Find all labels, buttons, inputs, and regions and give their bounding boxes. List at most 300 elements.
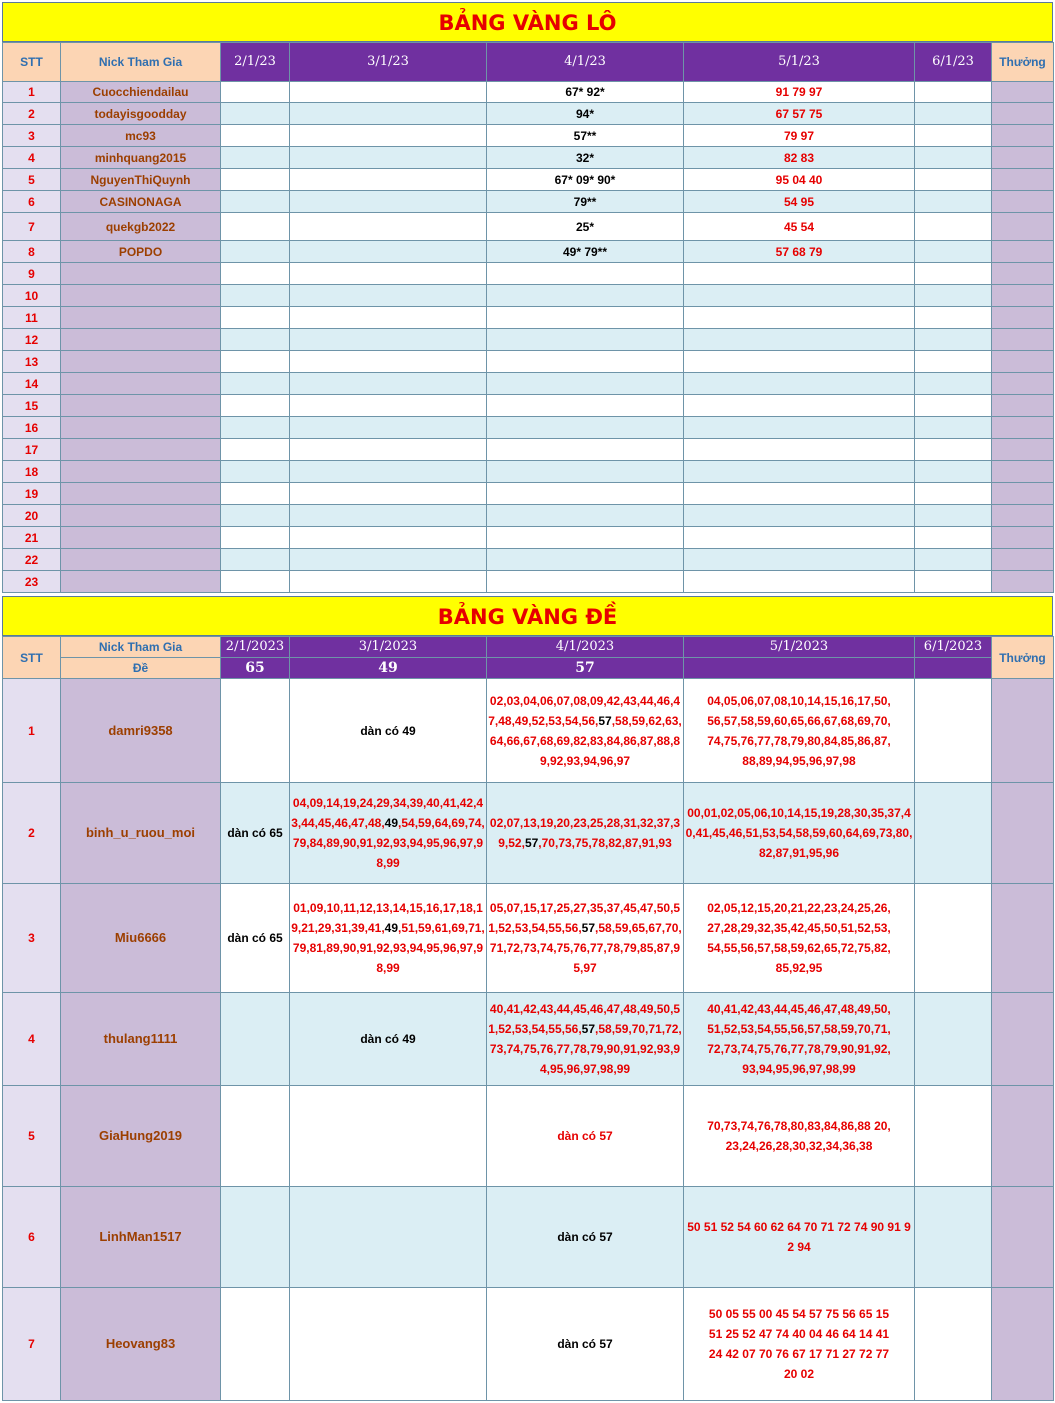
lo-table-row	[3, 103, 1054, 125]
lo-row-nick	[61, 351, 221, 373]
lo-row-thuong	[992, 82, 1054, 103]
lo-row-date-1	[221, 169, 290, 191]
de-row-date-3: dàn có 57	[487, 1187, 684, 1288]
de-table-row	[3, 1187, 1054, 1288]
lo-row-thuong	[992, 103, 1054, 125]
lo-row-stt: 7	[3, 213, 61, 241]
de-row-date-3-numbers-a: 02,03,04,06,07,08,09,42,43,44,46,47,48,49,52,53,54,56,	[488, 693, 681, 728]
lo-table-row	[3, 147, 1054, 169]
lo-row-date-1	[221, 329, 290, 351]
de-row-date-3-key-number: 57	[598, 713, 612, 728]
lo-header-stt: STT	[3, 43, 61, 82]
lo-row-nick: todayisgoodday	[61, 103, 221, 125]
lo-row-stt: 19	[3, 483, 61, 505]
lo-row-stt: 11	[3, 307, 61, 329]
lo-row-date-2	[290, 461, 487, 483]
lo-row-thuong	[992, 505, 1054, 527]
lo-row-date-3	[487, 373, 684, 395]
de-header-date-2: 3/1/2023	[290, 637, 487, 658]
lo-row-date-3	[487, 307, 684, 329]
lo-table-row	[3, 285, 1054, 307]
lo-row-date-2	[290, 417, 487, 439]
lo-row-nick	[61, 329, 221, 351]
lo-row-nick	[61, 571, 221, 593]
de-row-stt: 3	[3, 884, 61, 993]
lo-row-date-2	[290, 191, 487, 213]
lo-row-date-4	[684, 571, 915, 593]
de-row-date-3	[487, 679, 684, 783]
de-table	[2, 636, 1054, 1401]
lo-row-date-5	[915, 285, 992, 307]
lo-row-thuong	[992, 483, 1054, 505]
lo-header-row	[3, 43, 1054, 82]
lo-row-date-5	[915, 329, 992, 351]
lo-row-date-2	[290, 169, 487, 191]
de-row-thuong	[992, 1187, 1054, 1288]
de-row-date-4: 50 51 52 54 60 62 64 70 71 72 74 90 91 92 94	[684, 1187, 915, 1288]
lo-row-thuong	[992, 461, 1054, 483]
de-table-row	[3, 993, 1054, 1086]
lo-row-date-1	[221, 373, 290, 395]
lo-table-row	[3, 527, 1054, 549]
lo-row-date-2	[290, 241, 487, 263]
lo-row-thuong	[992, 213, 1054, 241]
lo-row-date-5	[915, 263, 992, 285]
lo-row-date-1	[221, 307, 290, 329]
lo-row-date-1	[221, 241, 290, 263]
de-row-date-3-numbers-a: 05,07,15,17,25,27,35,37,45,47,50,51,52,53,54,55,56,	[488, 901, 681, 935]
lo-row-date-2	[290, 439, 487, 461]
lo-row-date-4: 82 83	[684, 147, 915, 169]
lo-table-row	[3, 549, 1054, 571]
lo-table-row	[3, 571, 1054, 593]
lo-table-row	[3, 329, 1054, 351]
lo-row-stt: 20	[3, 505, 61, 527]
lo-header-date-1: 2/1/23	[221, 43, 290, 82]
lo-row-date-3	[487, 505, 684, 527]
lo-row-date-5	[915, 191, 992, 213]
lo-header-thuong: Thưởng	[992, 43, 1054, 82]
lo-row-thuong	[992, 307, 1054, 329]
lo-row-date-4	[684, 417, 915, 439]
lo-row-date-5	[915, 213, 992, 241]
lo-row-date-5	[915, 373, 992, 395]
lo-row-nick: quekgb2022	[61, 213, 221, 241]
de-row-date-2	[290, 884, 487, 993]
lo-row-date-5	[915, 439, 992, 461]
de-row-nick: Miu6666	[61, 884, 221, 993]
lo-header-nick: Nick Tham Gia	[61, 43, 221, 82]
lo-row-stt: 17	[3, 439, 61, 461]
lo-row-date-2	[290, 307, 487, 329]
lo-row-date-4	[684, 351, 915, 373]
lo-row-date-1	[221, 147, 290, 169]
de-row-date-5	[915, 884, 992, 993]
lo-table-row	[3, 263, 1054, 285]
de-row-date-2	[290, 1187, 487, 1288]
de-row-stt: 7	[3, 1288, 61, 1401]
de-row-date-2-key-number: 49	[384, 921, 399, 935]
lo-table-row	[3, 395, 1054, 417]
de-row-date-1	[221, 993, 290, 1086]
lo-row-date-3: 57**	[487, 125, 684, 147]
de-row-date-3	[487, 783, 684, 884]
lo-row-date-2	[290, 147, 487, 169]
lo-row-date-2	[290, 213, 487, 241]
de-header-date-3: 4/1/2023	[487, 637, 684, 658]
de-row-date-3-numbers-a: 02,07,13,19,20,23,25,28,31,32,37,39,52,	[489, 816, 681, 850]
lo-row-date-1	[221, 191, 290, 213]
lo-row-date-3: 49* 79**	[487, 241, 684, 263]
lo-row-date-2	[290, 505, 487, 527]
lo-row-date-2	[290, 125, 487, 147]
lo-row-date-3	[487, 417, 684, 439]
lo-row-date-1	[221, 125, 290, 147]
lo-row-nick	[61, 263, 221, 285]
lo-row-date-5	[915, 241, 992, 263]
de-row-date-4: 02,05,12,15,20,21,22,23,24,25,26,27,28,29,32,35,42,45,50,51,52,53,54,55,56,57,58,59,62,65,72,75,82,85,92,95	[684, 884, 915, 993]
lo-row-thuong	[992, 439, 1054, 461]
de-row-date-5	[915, 1187, 992, 1288]
lo-row-thuong	[992, 147, 1054, 169]
de-row-date-4: 40,41,42,43,44,45,46,47,48,49,50,51,52,53,54,55,56,57,58,59,70,71,72,73,74,75,76,77,78,79,90,91,92,93,94,95,96,97,98,99	[684, 993, 915, 1086]
lo-row-nick: POPDO	[61, 241, 221, 263]
lo-table-row	[3, 125, 1054, 147]
lo-row-thuong	[992, 549, 1054, 571]
lo-row-nick	[61, 285, 221, 307]
lo-row-stt: 4	[3, 147, 61, 169]
de-row-stt: 1	[3, 679, 61, 783]
lo-header-date-2: 3/1/23	[290, 43, 487, 82]
de-row-date-4: 50 05 55 00 45 54 57 75 56 65 15 51 25 52 47 74 40 04 46 64 14 41 24 42 07 70 76 67 17 71 27 72 77 20 02	[684, 1288, 915, 1401]
lo-row-date-3	[487, 527, 684, 549]
de-row-nick: LinhMan1517	[61, 1187, 221, 1288]
lo-row-nick	[61, 395, 221, 417]
de-row-stt: 4	[3, 993, 61, 1086]
lo-row-date-1	[221, 417, 290, 439]
lo-row-nick	[61, 549, 221, 571]
de-row-date-2-key-number: 49	[384, 816, 399, 830]
lo-row-date-4	[684, 263, 915, 285]
lo-row-date-4: 45 54	[684, 213, 915, 241]
lo-row-date-2	[290, 103, 487, 125]
de-row-date-4: 00,01,02,05,06,10,14,15,19,28,30,35,37,40,41,45,46,51,53,54,58,59,60,64,69,73,80,82,87,91,95,96	[684, 783, 915, 884]
lo-row-stt: 8	[3, 241, 61, 263]
lo-row-date-1	[221, 395, 290, 417]
lo-row-stt: 5	[3, 169, 61, 191]
lo-table-row	[3, 351, 1054, 373]
lo-row-date-5	[915, 417, 992, 439]
lo-row-stt: 10	[3, 285, 61, 307]
lo-row-date-5	[915, 549, 992, 571]
de-row-date-3-numbers-a: 40,41,42,43,44,45,46,47,48,49,50,51,52,53,54,55,56,	[488, 1002, 681, 1036]
lo-row-date-3	[487, 439, 684, 461]
lo-row-date-2	[290, 329, 487, 351]
lo-row-thuong	[992, 169, 1054, 191]
lo-row-thuong	[992, 571, 1054, 593]
de-header-thuong: Thưởng	[992, 637, 1054, 679]
lo-row-date-1	[221, 571, 290, 593]
lo-row-thuong	[992, 373, 1054, 395]
lo-row-nick: minhquang2015	[61, 147, 221, 169]
de-header-date-4: 5/1/2023	[684, 637, 915, 658]
lo-row-stt: 9	[3, 263, 61, 285]
lo-row-date-5	[915, 483, 992, 505]
lo-row-nick: NguyenThiQuynh	[61, 169, 221, 191]
lo-row-nick	[61, 527, 221, 549]
de-row-date-5	[915, 993, 992, 1086]
lo-row-stt: 2	[3, 103, 61, 125]
de-row-date-2	[290, 783, 487, 884]
lo-row-date-4: 57 68 79	[684, 241, 915, 263]
de-row-thuong	[992, 1288, 1054, 1401]
de-header-stt: STT	[3, 637, 61, 679]
lo-row-date-3	[487, 351, 684, 373]
de-row-thuong	[992, 884, 1054, 993]
lo-row-date-2	[290, 483, 487, 505]
lo-row-thuong	[992, 285, 1054, 307]
lo-row-date-3	[487, 549, 684, 571]
de-result-3: 57	[487, 658, 684, 679]
lo-row-date-4: 67 57 75	[684, 103, 915, 125]
de-row-date-2	[290, 1288, 487, 1401]
lo-row-stt: 3	[3, 125, 61, 147]
lo-row-date-5	[915, 82, 992, 103]
lo-row-date-4	[684, 439, 915, 461]
lo-row-date-4: 79 97	[684, 125, 915, 147]
lo-row-date-1	[221, 285, 290, 307]
lo-row-date-4	[684, 307, 915, 329]
de-row-date-3-key-number: 57	[581, 1022, 596, 1036]
lo-row-date-5	[915, 103, 992, 125]
de-row-date-2: dàn có 49	[290, 679, 487, 783]
lo-row-date-1	[221, 103, 290, 125]
lo-row-nick: mc93	[61, 125, 221, 147]
lo-row-date-4: 54 95	[684, 191, 915, 213]
de-row-date-3-numbers-b: ,58,59,70,71,72,73,74,75,76,77,78,79,90,91,92,93,94,95,96,97,98,99	[489, 1022, 682, 1076]
de-row-thuong	[992, 993, 1054, 1086]
lo-row-stt: 13	[3, 351, 61, 373]
lo-row-date-5	[915, 351, 992, 373]
lo-row-date-5	[915, 571, 992, 593]
de-header-date-1: 2/1/2023	[221, 637, 290, 658]
de-row-date-1	[221, 1086, 290, 1187]
de-result-1: 65	[221, 658, 290, 679]
de-row-thuong	[992, 783, 1054, 884]
lo-table-row	[3, 373, 1054, 395]
lo-table	[2, 42, 1054, 593]
de-row-date-3-numbers-b: ,58,59,65,67,70,71,72,73,74,75,76,77,78,79,85,87,95,97	[489, 921, 682, 975]
de-table-row	[3, 679, 1054, 783]
de-header-row-2	[3, 658, 1054, 679]
de-row-date-4: 04,05,06,07,08,10,14,15,16,17,50,56,57,58,59,60,65,66,67,68,69,70,74,75,76,77,78,79,80,84,85,86,87,88,89,94,95,96,97,98	[684, 679, 915, 783]
lo-row-date-5	[915, 147, 992, 169]
lo-row-date-1	[221, 505, 290, 527]
lo-row-nick	[61, 373, 221, 395]
lo-table-row	[3, 439, 1054, 461]
de-row-date-3	[487, 884, 684, 993]
lo-row-date-3	[487, 285, 684, 307]
lo-row-nick	[61, 439, 221, 461]
de-row-nick: binh_u_ruou_moi	[61, 783, 221, 884]
lo-row-date-3	[487, 571, 684, 593]
lo-row-thuong	[992, 417, 1054, 439]
lo-row-nick	[61, 483, 221, 505]
lo-row-stt: 14	[3, 373, 61, 395]
lo-row-nick: Cuocchiendailau	[61, 82, 221, 103]
lo-row-nick: CASINONAGA	[61, 191, 221, 213]
lo-row-thuong	[992, 125, 1054, 147]
lo-row-stt: 12	[3, 329, 61, 351]
lo-row-date-4	[684, 505, 915, 527]
lo-row-date-3: 79**	[487, 191, 684, 213]
lo-row-date-3: 67* 09* 90*	[487, 169, 684, 191]
lo-row-date-4	[684, 329, 915, 351]
de-header-de-label: Đề	[61, 658, 221, 679]
lo-table-row	[3, 461, 1054, 483]
lo-row-date-5	[915, 307, 992, 329]
de-row-date-3-key-number: 57	[524, 836, 539, 850]
de-row-nick: damri9358	[61, 679, 221, 783]
lo-row-thuong	[992, 351, 1054, 373]
lo-row-date-4	[684, 483, 915, 505]
lo-row-thuong	[992, 241, 1054, 263]
de-row-stt: 5	[3, 1086, 61, 1187]
lo-row-date-2	[290, 571, 487, 593]
de-row-date-4: 70,73,74,76,78,80,83,84,86,88 20,23,24,26,28,30,32,34,36,38	[684, 1086, 915, 1187]
de-row-thuong	[992, 1086, 1054, 1187]
lo-row-date-5	[915, 169, 992, 191]
de-row-date-2-numbers-a: 04,09,14,19,24,29,34,39,40,41,42,43,44,45,46,47,48,	[291, 796, 484, 830]
lo-row-date-3	[487, 483, 684, 505]
de-row-date-3: dàn có 57	[487, 1288, 684, 1401]
de-row-date-3-numbers-b: ,58,59,62,63,64,66,67,68,69,82,83,84,86,87,88,89,92,93,94,96,97	[489, 713, 682, 768]
lo-row-stt: 1	[3, 82, 61, 103]
lo-row-date-1	[221, 461, 290, 483]
lo-row-date-4: 95 04 40	[684, 169, 915, 191]
de-row-date-3: dàn có 57	[487, 1086, 684, 1187]
de-row-date-2-numbers-b: ,51,59,61,69,71,79,81,89,90,91,92,93,94,95,96,97,98,99	[292, 921, 485, 975]
de-row-nick: thulang1111	[61, 993, 221, 1086]
de-header-date-5: 6/1/2023	[915, 637, 992, 658]
de-result-2: 49	[290, 658, 487, 679]
de-row-nick: Heovang83	[61, 1288, 221, 1401]
lo-title: BẢNG VÀNG LÔ	[2, 2, 1053, 42]
de-row-date-2	[290, 1086, 487, 1187]
lo-row-date-1	[221, 549, 290, 571]
de-table-row	[3, 884, 1054, 993]
lo-row-date-1	[221, 82, 290, 103]
de-title: BẢNG VÀNG ĐỀ	[2, 596, 1053, 636]
lo-row-date-5	[915, 125, 992, 147]
lo-row-date-4	[684, 461, 915, 483]
lo-row-thuong	[992, 329, 1054, 351]
de-row-stt: 6	[3, 1187, 61, 1288]
lo-row-date-3: 25*	[487, 213, 684, 241]
lo-row-date-5	[915, 461, 992, 483]
lo-row-date-3: 67* 92*	[487, 82, 684, 103]
de-row-date-1: dàn có 65	[221, 884, 290, 993]
lo-row-stt: 18	[3, 461, 61, 483]
lo-row-date-3: 32*	[487, 147, 684, 169]
de-row-date-2: dàn có 49	[290, 993, 487, 1086]
lo-row-date-1	[221, 439, 290, 461]
de-row-date-2-numbers-a: 01,09,10,11,12,13,14,15,16,17,18,19,21,29,31,39,41,	[291, 901, 483, 935]
de-row-nick: GiaHung2019	[61, 1086, 221, 1187]
lo-row-date-5	[915, 527, 992, 549]
de-result-5	[915, 658, 992, 679]
lo-row-date-2	[290, 285, 487, 307]
lo-row-date-4	[684, 285, 915, 307]
lo-header-date-3: 4/1/23	[487, 43, 684, 82]
lo-row-date-2	[290, 549, 487, 571]
lo-row-nick	[61, 307, 221, 329]
de-header-nick: Nick Tham Gia	[61, 637, 221, 658]
de-row-date-5	[915, 679, 992, 783]
lo-row-stt: 23	[3, 571, 61, 593]
lo-row-stt: 22	[3, 549, 61, 571]
lo-row-date-1	[221, 213, 290, 241]
lo-header-date-5: 6/1/23	[915, 43, 992, 82]
lo-table-row	[3, 82, 1054, 103]
lo-row-date-5	[915, 505, 992, 527]
lo-row-date-1	[221, 263, 290, 285]
lo-row-stt: 15	[3, 395, 61, 417]
de-header-row-1	[3, 637, 1054, 658]
lo-row-date-2	[290, 395, 487, 417]
lo-table-row	[3, 417, 1054, 439]
lo-row-nick	[61, 461, 221, 483]
lo-row-date-3	[487, 461, 684, 483]
lo-row-date-1	[221, 351, 290, 373]
lo-row-thuong	[992, 263, 1054, 285]
de-row-date-5	[915, 783, 992, 884]
lo-table-row	[3, 213, 1054, 241]
lo-table-row	[3, 169, 1054, 191]
lo-table-row	[3, 191, 1054, 213]
de-row-date-1	[221, 679, 290, 783]
lo-row-date-4	[684, 373, 915, 395]
lo-row-stt: 16	[3, 417, 61, 439]
lo-row-date-2	[290, 263, 487, 285]
de-row-date-2-numbers-b: ,54,59,64,69,74,79,84,89,90,91,92,93,94,95,96,97,98,99	[292, 816, 485, 870]
lo-table-row	[3, 483, 1054, 505]
lo-row-thuong	[992, 395, 1054, 417]
lo-row-date-5	[915, 395, 992, 417]
lo-row-date-2	[290, 82, 487, 103]
de-table-row	[3, 1288, 1054, 1401]
lo-row-date-3	[487, 395, 684, 417]
de-result-4	[684, 658, 915, 679]
lo-row-date-3: 94*	[487, 103, 684, 125]
lo-row-date-2	[290, 527, 487, 549]
de-row-stt: 2	[3, 783, 61, 884]
lo-row-date-3	[487, 263, 684, 285]
de-row-date-5	[915, 1086, 992, 1187]
lo-row-nick	[61, 417, 221, 439]
lo-table-row	[3, 241, 1054, 263]
de-row-date-3-key-number: 57	[581, 921, 596, 935]
lo-row-thuong	[992, 527, 1054, 549]
de-table-row	[3, 1086, 1054, 1187]
lo-row-stt: 6	[3, 191, 61, 213]
de-row-date-1	[221, 1187, 290, 1288]
lo-row-date-4	[684, 395, 915, 417]
de-row-thuong	[992, 679, 1054, 783]
lo-row-date-2	[290, 351, 487, 373]
lo-row-nick	[61, 505, 221, 527]
lo-row-date-1	[221, 483, 290, 505]
